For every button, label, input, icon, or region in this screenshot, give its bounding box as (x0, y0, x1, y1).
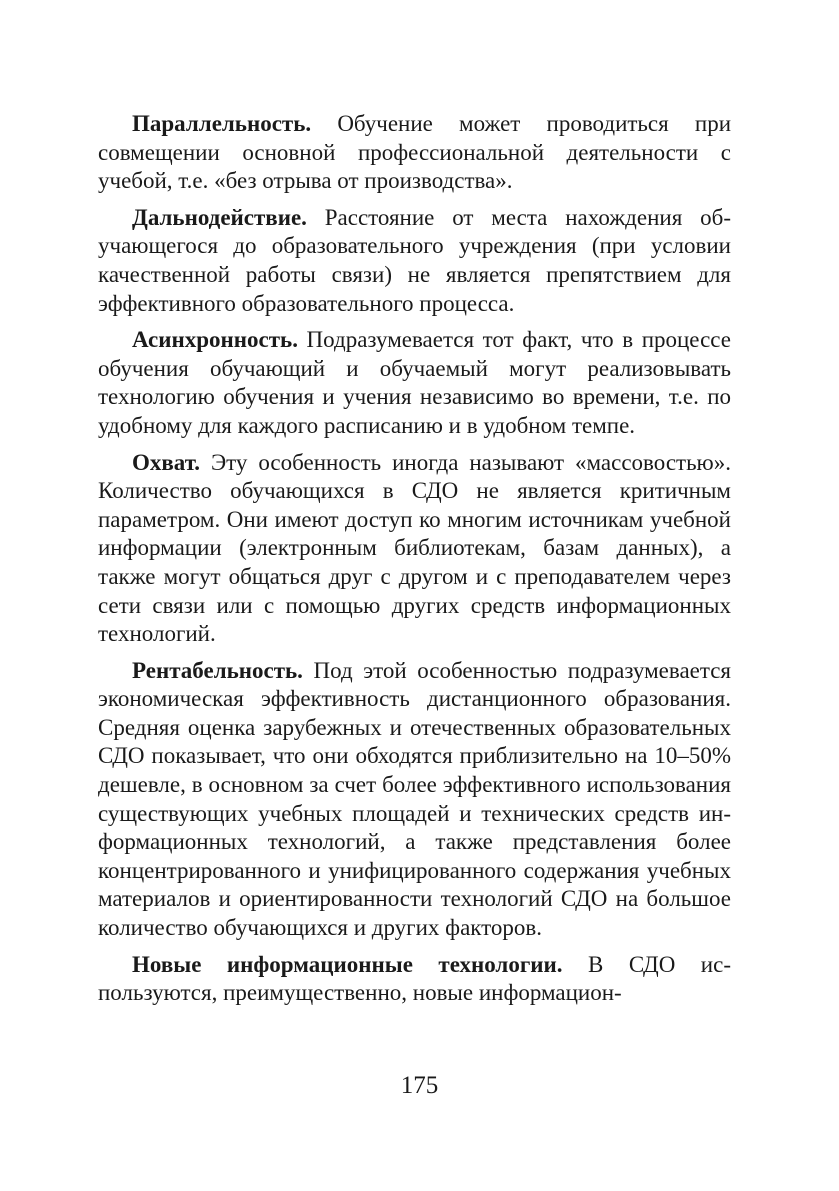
term-profitability: Рентабельность. (132, 657, 303, 683)
paragraph-text: Эту особенность иногда называют «массовостью». Количество обучающихся в СДО не является критичным параметром. Они имеют доступ ко многим источникам учебной информации (электронным библиотекам, базам данных), а также могут общаться друг с другом и с преподавателем через сети связи или с помощью других средств информационных технологий. (98, 449, 731, 647)
term-new-technologies: Новые информационные технологии. (132, 951, 563, 977)
paragraph-long-range (98, 204, 731, 318)
paragraph-text: Расстояние от места нахождения обучающегося до образовательного учреждения (при условии качественной работы связи) не является препятствием для эффективного образовательного процесса. (98, 204, 731, 316)
paragraph-coverage (98, 449, 731, 649)
paragraph-profitability (98, 657, 731, 943)
paragraph-new-technologies (98, 951, 731, 1008)
paragraph-asynchrony (98, 326, 731, 440)
term-coverage: Охват. (132, 449, 201, 475)
paragraph-text: В СДО используются, преимущественно, новые информацион- (98, 951, 731, 1006)
page-number: 175 (400, 1072, 439, 1099)
paragraph-text: Под этой особенностью подразумевается экономическая эффективность дистанционного образования. Средняя оценка зарубежных и отечественных образовательных СДО показывает, что они обходятся приблизительно на 10–50% дешевле, в основном за счет более эффективного использования существующих учебных площадей и технических средств информационных технологий, а также представления более концентрированного и унифицированного содержания учебных материалов и ориентированности технологий СДО на большое количество обучающихся и других факторов. (98, 657, 731, 941)
paragraph-parallelism (98, 110, 731, 196)
term-asynchrony: Асинхронность. (132, 327, 298, 353)
term-parallelism: Параллельность. (132, 111, 312, 136)
body-text (98, 110, 731, 1008)
paragraph-text: Подразумевается тот факт, что в процессе обучения обучающий и обучаемый могут реализовывать технологию обучения и учения независимо во времени, т.е. по удобному для каждого расписанию и в удобном темпе. (98, 327, 731, 438)
paragraph-text: Обучение может проводиться при совмещении основной профессиональной деятельности с учебой, т.е. «без отрыва от производства». (98, 111, 731, 194)
term-long-range: Дальнодействие. (132, 204, 307, 230)
